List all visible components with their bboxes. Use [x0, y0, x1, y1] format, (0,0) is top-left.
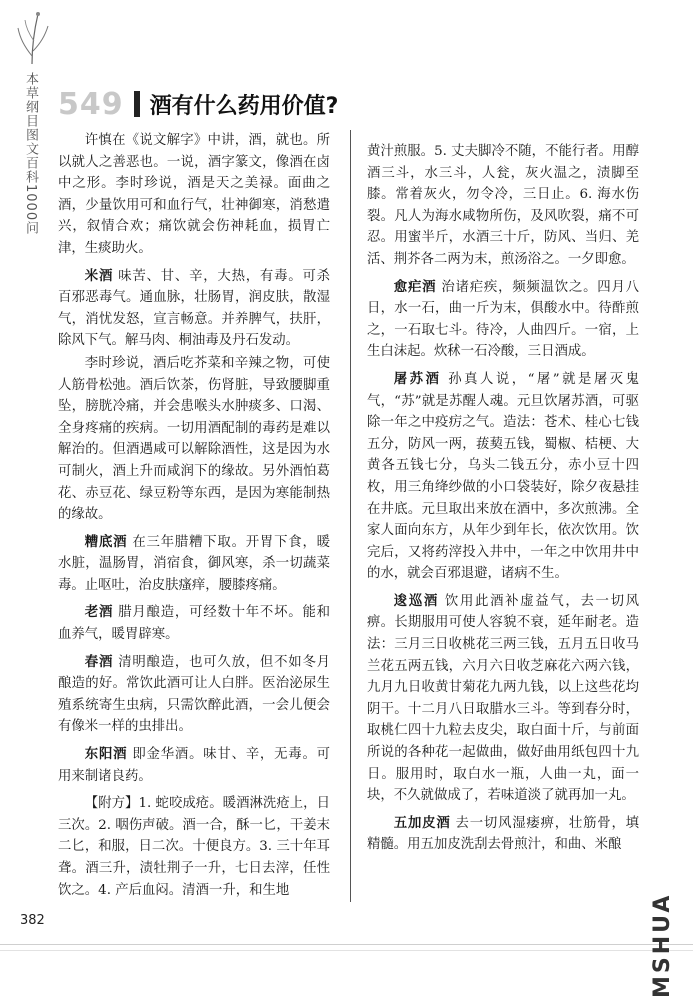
footer-rule-secondary — [0, 950, 693, 951]
column-divider — [350, 130, 351, 902]
paragraph-continued: 黄汁煎服。5. 丈夫脚冷不随，不能行者。用醇酒三斗，水三斗，人瓮，灰火温之，渍脚至膝。常着灰火，勿令冷，三日止。6. 海水伤裂。凡人为海水咸物所伤，及风吹裂，痛不可忍。用蜜半斤，水酒三十斤，防风、当归、羌活、荆芥各二两为末，煎汤浴之。一夕即愈。 — [367, 144, 639, 267]
paragraph: 许慎在《说文解字》中讲，酒，就也。所以就人之善恶也。一说，酒字篆文，像酒在卤中之形。李时珍说，酒是天之美禄。面曲之酒，少量饮用可和血行气，壮神御寒，消愁遣兴，叙情合欢；痛饮就会伤神耗血，损胃亡津，生痰助火。 — [58, 133, 330, 256]
question-header — [58, 84, 338, 124]
paragraph-wujiapijiu: 五加皮酒 去一切风湿痿痹，壮筋骨，填精髓。用五加皮洗刮去骨煎汁，和曲、米酿 — [367, 815, 640, 853]
paragraph-chunjiu: 春酒 清明酿造，也可久放，但不如冬月酿造的好。常饮此酒可让人白胖。医治泌尿生殖系统寄生虫病，只需饮醉此酒，一会儿便会有像米一样的虫排出。 — [58, 654, 331, 735]
title-bar-divider — [134, 91, 140, 117]
footer-rule — [0, 944, 693, 945]
watermark: MSHUA — [650, 892, 675, 998]
paragraph-qunxunjiu: 逡巡酒 饮用此酒补虚益气，去一切风痹。长期服用可使人容貌不衰，延年耐老。造法：三月三日收桃花三两三钱，五月五日收马兰花五两五钱，六月六日收芝麻花六两六钱，九月九日收黄甘菊花九两九钱，以上这些花均阴干。十二月八日取腊水三斗。等到春分时，取桃仁四十九粒去皮尖，取白面十斤，与前面所说的各种花一起做曲，做好曲用纸包四十九日。服用时，取白水一瓶，人曲一丸，面一块，不久就做成了，若味道淡了就再加一丸。 — [367, 593, 640, 804]
question-title: 酒有什么药用价值? — [149, 93, 339, 119]
question-number: 549 — [58, 86, 124, 122]
paragraph-tusujiu: 屠苏酒 孙真人说，“屠”就是屠灭鬼气，“苏”就是苏醒人魂。元旦饮屠苏酒，可驱除一年之中疫疠之气。造法：苍术、桂心七钱五分，防风一两，菝葜五钱，蜀椒、桔梗、大黄各五钱七分，乌头二钱五分，赤小豆十四枚，用三角绛纱做的小口袋装好，除夕夜悬挂在井底。元旦取出来放在酒中，多次煎沸。全家人面向东方，从年少到年长，依次饮用。饮完后，又将药滓投入井中，一年之中饮用井中的水，就会百邪退避，诸病不生。 — [367, 371, 639, 582]
paragraph-fufang: 【附方】1. 蛇咬成疮。暖酒淋洗疮上，日三次。2. 咽伤声破。酒一合，酥一匕，干姜末二匕，和服，日二次。十便良方。3. 三十年耳聋。酒三升，渍牡荆子一升，七日去滓，任性饮之。4. 产后血闷。清酒一升，和生地 — [58, 796, 330, 898]
paragraph-zaodijiu: 糟底酒 在三年腊糟下取。开胃下食，暖水脏，温肠胃，消宿食，御风寒，杀一切蔬菜毒。止呕吐，治皮肤瘙痒，腰膝疼痛。 — [58, 534, 331, 593]
paragraph: 李时珍说，酒后吃芥菜和辛辣之物，可使人筋骨松弛。酒后饮茶，伤肾脏，导致腰脚重坠，膀胱冷痛，并会患喉头水肿痰多、口渴、全身疼痛的疾病。一切用酒配制的毒药是难以解治的。但酒遇咸可以解除酒性，这是因为水可制火，酒上升而咸润下的缘故。另外酒怕葛花、赤豆花、绿豆粉等东西，是因为寒能制热的缘故。 — [58, 355, 330, 523]
book-side-title: 本草纲目图文百科1000问 — [23, 72, 38, 236]
page-number: 382 — [20, 913, 45, 928]
paragraph-yunuejiu: 愈疟酒 治诸疟疾，频频温饮之。四月八日，水一石，曲一斤为末，俱酸水中。待酢煎之，一石取七斗。待冷，人曲四斤。一宿，上生白沫起。炊秫一石冷酸，三日酒成。 — [367, 279, 640, 360]
orchid-decoration-icon — [12, 6, 52, 66]
paragraph-mijiu: 米酒 味苦、甘、辛，大热，有毒。可杀百邪恶毒气。通血脉，壮肠胃，润皮肤，散湿气，消忧发怒，宣言畅意。并养脾气，扶肝，除风下气。解马肉、桐油毒及丹石发动。 — [58, 268, 331, 349]
paragraph-laojiu: 老酒 腊月酿造，可经数十年不坏。能和血养气，暖胃辟寒。 — [58, 605, 331, 643]
right-column — [367, 141, 639, 857]
paragraph-dongyangjiu: 东阳酒 即金华酒。味甘、辛，无毒。可用来制诸良药。 — [58, 747, 331, 784]
left-column — [58, 130, 330, 902]
